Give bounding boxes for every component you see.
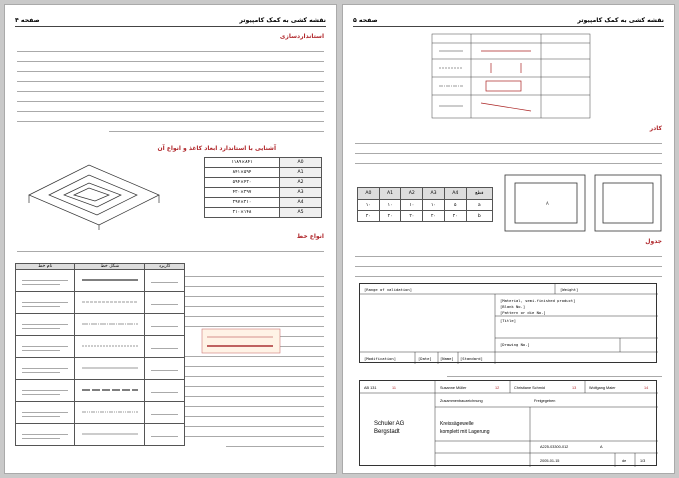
paper-size-value: ۱۱۸۹×۸۴۱ [205,158,280,168]
paragraph-lines [17,242,324,260]
line-table-header: کاربرد [145,264,185,270]
paper-sizes-diagram [19,155,169,230]
paper-size-name: A3 [280,188,322,198]
line-table-row [16,358,185,380]
line-table-row [16,270,185,292]
margin-table-header: A3 [423,188,445,200]
margin-table-cell: ۲۰ [401,211,423,222]
paper-size-value: ۲۹۷×۲۱۰ [205,198,280,208]
line-table-row [16,424,185,446]
margin-table-row [358,211,493,222]
line-table-row [16,380,185,402]
section-heading: جدول [645,238,662,245]
paragraph-standard [17,42,324,134]
header-page-number: صفحه ۴ [15,17,40,24]
paper-size-value: ۲۱۰×۱۴۸ [205,208,280,218]
paper-size-row [205,158,322,168]
line-table-header: نام خط [16,264,75,270]
margin-table [357,187,493,222]
margin-table-cell: ۱۰ [401,200,423,211]
margin-table-cell: ۲۰ [358,211,380,222]
margin-table-header: A4 [444,188,466,200]
line-symbols-table [431,33,591,119]
paper-size-name: A5 [280,208,322,218]
margin-table-header: A0 [358,188,380,200]
document-page-right [342,4,675,474]
line-types-table [15,263,185,446]
section-heading: انواع خط [296,233,324,240]
section-heading: کادر [649,125,662,132]
line-table-header: شکل خط [75,264,145,270]
paper-size-value: ۴۲۰×۲۹۷ [205,188,280,198]
margin-table-header: قطع [466,188,492,200]
margin-table-cell: ۲۰ [444,211,466,222]
margin-table-row [358,200,493,211]
margin-table-cell: b [466,211,492,222]
paper-size-name: A2 [280,178,322,188]
margin-table-cell: ۵ [444,200,466,211]
paper-size-row [205,208,322,218]
paragraph-title-block [355,247,662,281]
border-diagrams [503,173,663,233]
margin-table-cell: a [466,200,492,211]
paper-size-name: A1 [280,168,322,178]
margin-table-cell: ۱۰ [358,200,380,211]
paragraph-line-thickness [184,267,324,467]
header-title: نقشه کشی به کمک کامپیوتر [577,17,664,24]
line-thickness-sample [201,328,281,354]
margin-table-header: A1 [379,188,401,200]
header-title: نقشه کشی به کمک کامپیوتر [239,17,326,24]
line-table-row [16,402,185,424]
paragraph-border [355,134,662,168]
paper-size-value: ۸۴۱×۵۹۴ [205,168,280,178]
paper-size-row [205,198,322,208]
paper-size-value: ۵۹۴×۴۲۰ [205,178,280,188]
header-page-number: صفحه ۵ [353,17,378,24]
line-table-row [16,314,185,336]
paper-size-table [204,157,322,218]
line-table-row [16,292,185,314]
margin-table-header: A2 [401,188,423,200]
paper-size-row [205,168,322,178]
svg-text:A: A [546,201,549,206]
paper-size-name: A4 [280,198,322,208]
section-heading: آشنایی با استاندارد ابعاد کاغذ و انواع آن [157,145,276,152]
title-block-example: AB 131 11 Susanne Müller 12 Christiane Schmid 13 Wolfgang Maier 14 Zusammenbauzeichnung Freigegeben Schuler AG Bergstadt Kreissägewelle komplett mit Lagerung A225-03300-012 2005-01-15 de 1/3 A [359,380,657,466]
paper-size-name: A0 [280,158,322,168]
margin-table-cell: ۱۰ [379,200,401,211]
title-block-standard: [Range of validation] [Weight] [Material, semi-finished product] [Blank No.] [Pattern or die No.] [Title] [Drawing No.] [Modification] [Date] [Name] [Standard] [359,283,657,363]
paper-size-row [205,188,322,198]
line-table-row [16,336,185,358]
caption-title-block [355,367,662,377]
paper-size-row [205,178,322,188]
margin-table-cell: ۱۰ [423,200,445,211]
page-header [353,13,664,27]
section-heading: استانداردسازی [279,33,324,40]
margin-table-cell: ۲۰ [423,211,445,222]
margin-table-cell: ۲۰ [379,211,401,222]
page-header [15,13,326,27]
document-page-left [4,4,337,474]
